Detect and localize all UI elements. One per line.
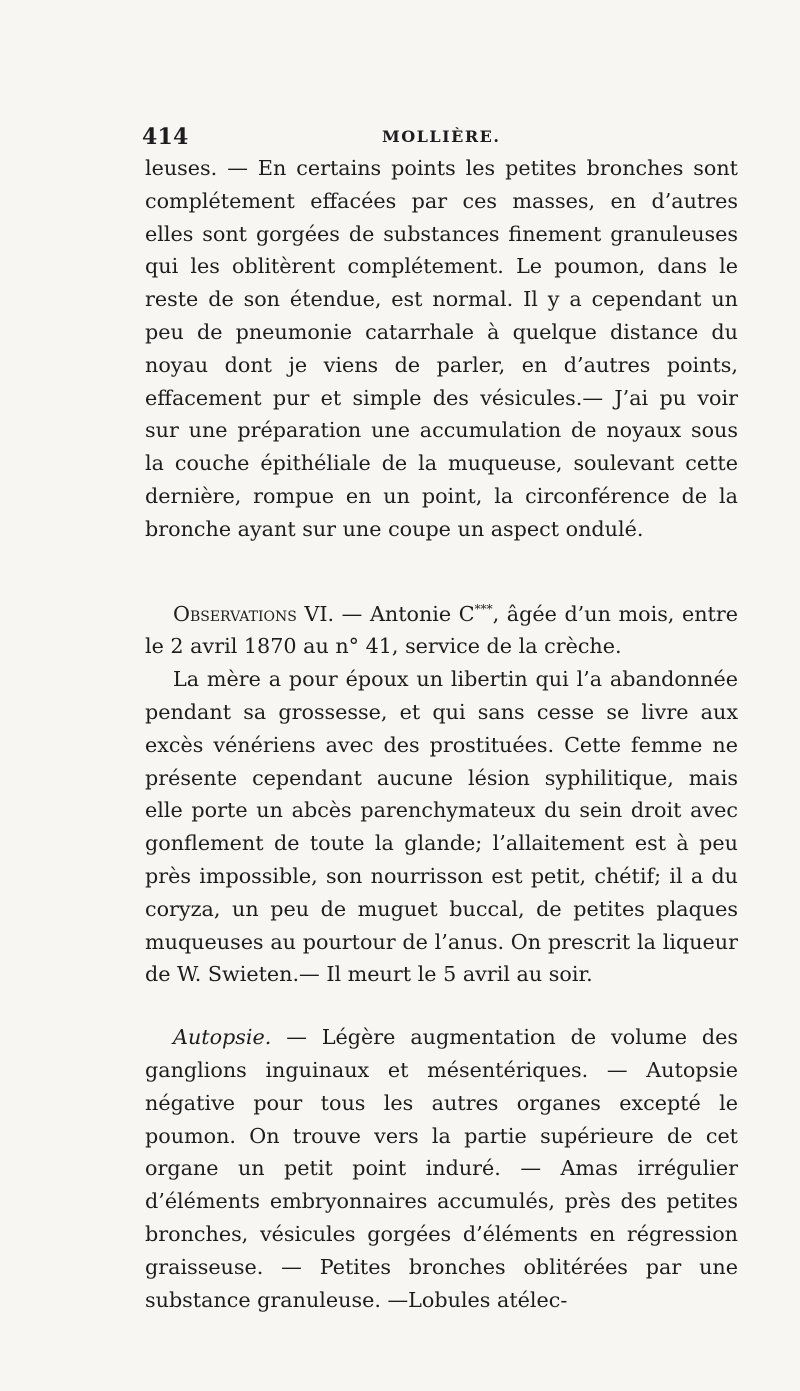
paragraph-gap [145,546,738,598]
paragraph-gap-2 [145,991,738,1021]
running-head: MOLLIÈRE. [382,127,501,146]
paragraph-3: La mère a pour époux un libertin qui l’a abandonnée pendant sa grossesse, et qui sans cesse se livre aux excès vénériens avec des prostituées. Cette femme ne présente cependant aucune lésion syphilitique, mais elle porte un abcès parenchymateux du sein droit avec gonflement de toute la glande; l’allaitement est à peu près impossible, son nourrisson est petit, chétif; il a du coryza, un peu de muguet buccal, de petites plaques muqueuses au pourtour de l’anus. On prescrit la liqueur de W. Swieten.— Il meurt le 5 avril au soir. [145,667,738,987]
observation-superscript: *** [474,601,493,616]
observation-paragraph [145,598,738,664]
autopsie-paragraph [145,1021,738,1316]
paragraph-1: leuses. — En certains points les petites bronches sont complétement effacées par ces masses, en d’autres elles sont gorgées de substances finement granuleuses qui les oblitèrent complétement. Le poumon, dans le reste de son étendue, est normal. Il y a cependant un peu de pneumonie catarrhale à quelque distance du noyau dont je viens de parler, en d’autres points, effacement pur et simple des vésicules.— J’ai pu voir sur une préparation une accumulation de noyaux sous la couche épithéliale de la muqueuse, soulevant cette dernière, rompue en un point, la circonférence de la bronche ayant sur une coupe un aspect ondulé. [145,156,738,541]
observation-heading: Observations VI. [173,601,335,626]
observation-text-end: , âgée d’un mois, entre le 2 avril 1870 au n° 41, service de la crèche. [145,601,738,659]
autopsie-label: Autopsie. [173,1025,272,1050]
observation-text-start: — Antonie C [334,601,475,626]
page-number: 414 [142,124,189,150]
body-text [145,152,738,1316]
autopsie-text: — Légère augmentation de volume des ganglions inguinaux et mésentériques. — Autopsie négative pour tous les autres organes excepté le poumon. On trouve vers la partie supérieure de cet organe un petit point induré. — Amas irrégulier d’éléments embryonnaires accumulés, près des petites bronches, vésicules gorgées d’éléments en régression graisseuse. — Petites bronches oblitérées par une substance granuleuse. —Lobules atélec- [145,1025,738,1312]
